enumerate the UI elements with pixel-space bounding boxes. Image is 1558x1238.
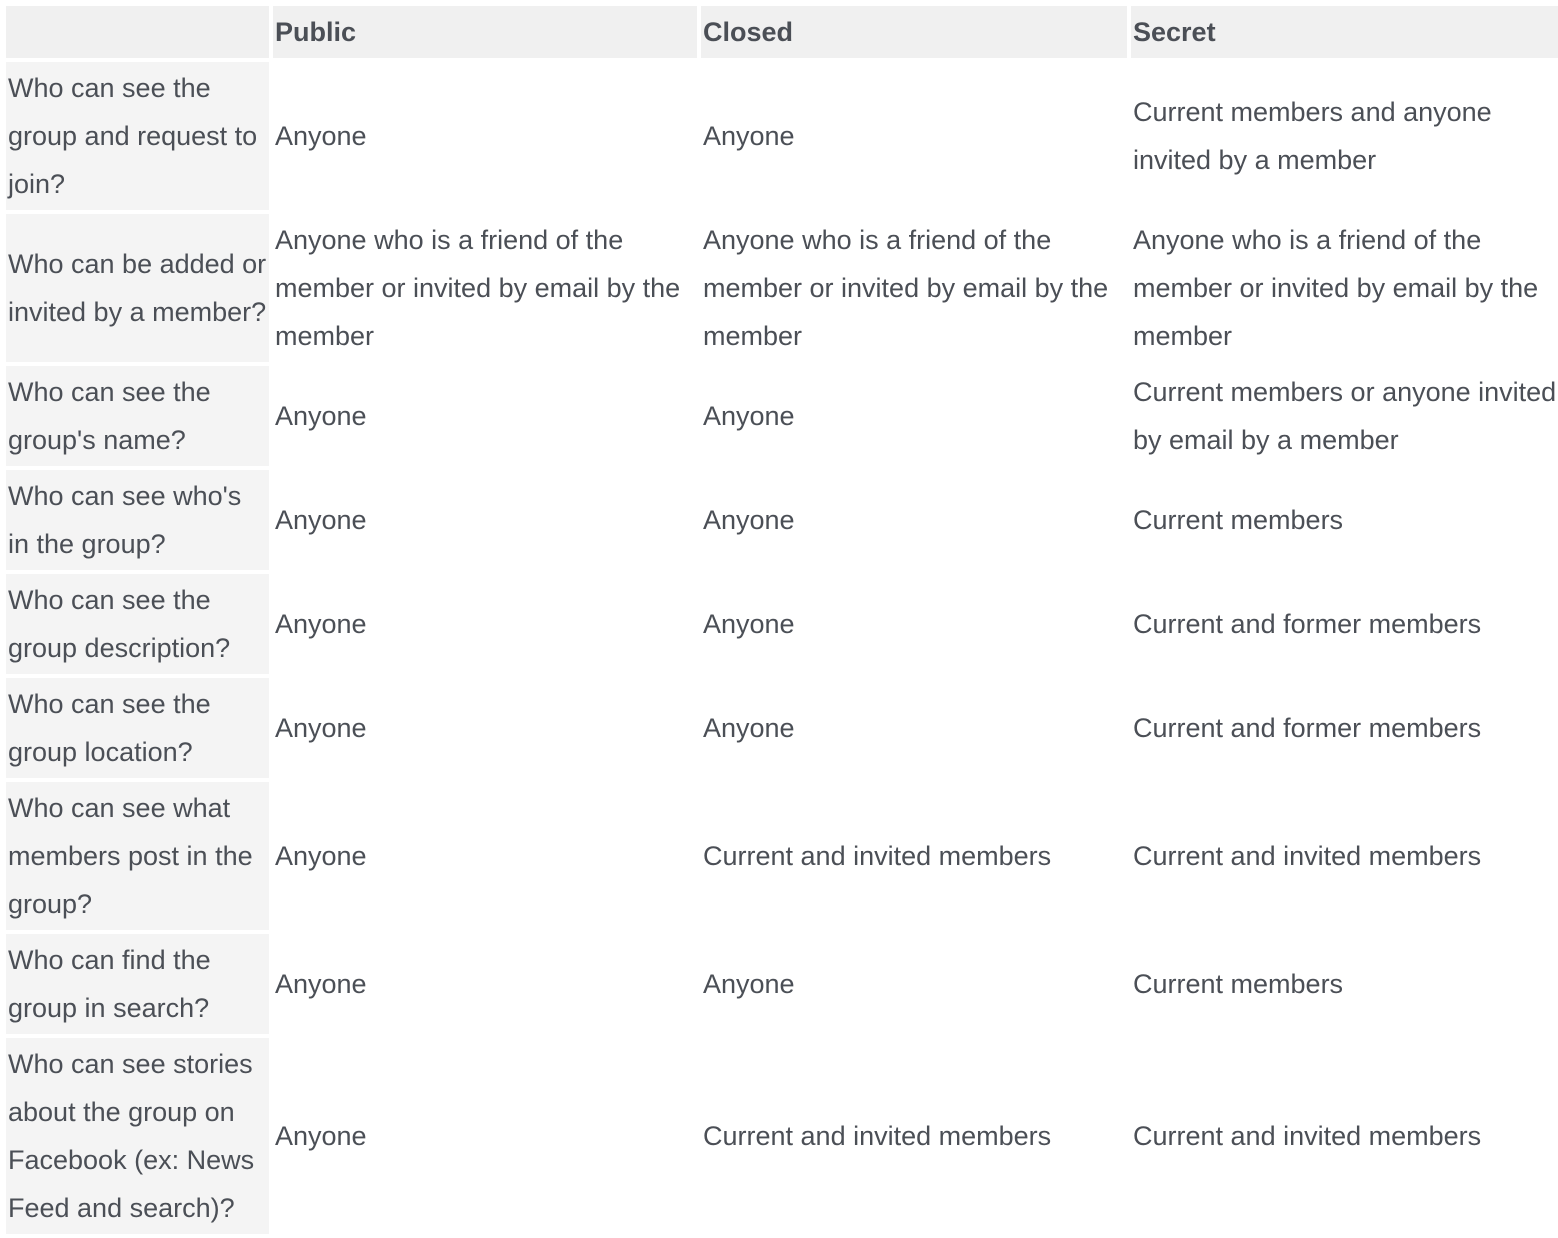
cell-secret: Current and former members <box>1131 678 1558 778</box>
cell-public: Anyone <box>273 678 697 778</box>
cell-closed: Anyone <box>701 366 1127 466</box>
table-row <box>6 62 1558 210</box>
cell-secret: Current members <box>1131 934 1558 1034</box>
row-question: Who can see the group's name? <box>6 366 269 466</box>
row-question: Who can see what members post in the group? <box>6 782 269 930</box>
cell-public: Anyone <box>273 470 697 570</box>
cell-public: Anyone <box>273 782 697 930</box>
table-row <box>6 366 1558 466</box>
table-row <box>6 214 1558 362</box>
row-question: Who can see the group and request to join? <box>6 62 269 210</box>
cell-public: Anyone who is a friend of the member or invited by email by the member <box>273 214 697 362</box>
cell-public: Anyone <box>273 366 697 466</box>
cell-closed: Current and invited members <box>701 1038 1127 1234</box>
row-question: Who can see the group location? <box>6 678 269 778</box>
cell-public: Anyone <box>273 62 697 210</box>
header-secret: Secret <box>1131 6 1558 58</box>
cell-closed: Anyone who is a friend of the member or invited by email by the member <box>701 214 1127 362</box>
cell-closed: Anyone <box>701 678 1127 778</box>
row-question: Who can be added or invited by a member? <box>6 214 269 362</box>
cell-secret: Current members <box>1131 470 1558 570</box>
cell-public: Anyone <box>273 574 697 674</box>
table-row <box>6 470 1558 570</box>
cell-closed: Anyone <box>701 62 1127 210</box>
row-question: Who can see the group description? <box>6 574 269 674</box>
header-row <box>6 6 1558 58</box>
table-row <box>6 934 1558 1034</box>
table-row <box>6 782 1558 930</box>
cell-secret: Current members and anyone invited by a member <box>1131 62 1558 210</box>
table-header <box>6 6 1558 58</box>
row-question: Who can find the group in search? <box>6 934 269 1034</box>
group-privacy-table <box>2 2 1558 1238</box>
cell-public: Anyone <box>273 934 697 1034</box>
cell-closed: Anyone <box>701 470 1127 570</box>
row-question: Who can see stories about the group on Facebook (ex: News Feed and search)? <box>6 1038 269 1234</box>
cell-closed: Current and invited members <box>701 782 1127 930</box>
header-corner-cell <box>6 6 269 58</box>
table-row <box>6 678 1558 778</box>
header-public: Public <box>273 6 697 58</box>
cell-secret: Current and invited members <box>1131 782 1558 930</box>
table-row <box>6 1038 1558 1234</box>
cell-public: Anyone <box>273 1038 697 1234</box>
table-body <box>6 62 1558 1234</box>
cell-secret: Anyone who is a friend of the member or invited by email by the member <box>1131 214 1558 362</box>
cell-secret: Current and invited members <box>1131 1038 1558 1234</box>
table-row <box>6 574 1558 674</box>
cell-secret: Current and former members <box>1131 574 1558 674</box>
header-closed: Closed <box>701 6 1127 58</box>
cell-secret: Current members or anyone invited by email by a member <box>1131 366 1558 466</box>
row-question: Who can see who's in the group? <box>6 470 269 570</box>
cell-closed: Anyone <box>701 934 1127 1034</box>
cell-closed: Anyone <box>701 574 1127 674</box>
